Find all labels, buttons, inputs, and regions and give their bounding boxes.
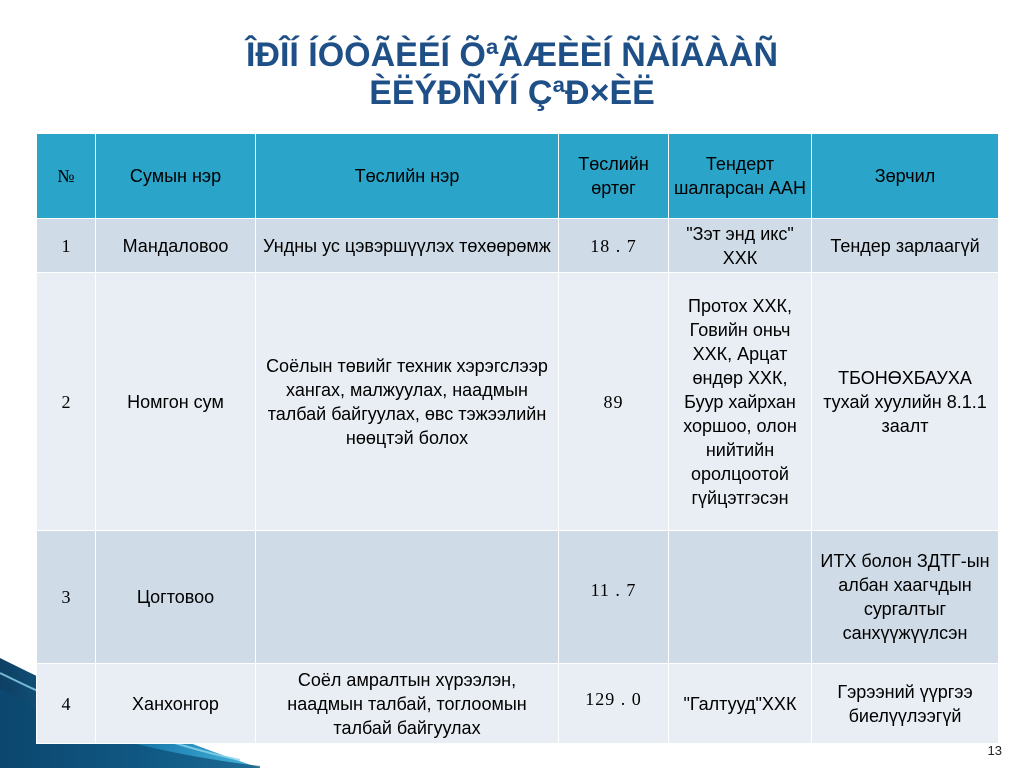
row-violation: ИТХ болон ЗДТГ-ын албан хаагчдын сургалтыг санхүүжүүлсэн — [812, 531, 999, 664]
table-row — [37, 219, 999, 273]
slide-title — [0, 36, 1024, 112]
header-project-cost: Төслийн өртөг — [559, 134, 669, 219]
row-sum-name: Мандаловоо — [96, 219, 256, 273]
table-header-row — [37, 134, 999, 219]
row-project-cost: 129 . 0 — [559, 664, 669, 744]
table-row — [37, 531, 999, 664]
row-project-cost: 11 . 7 — [559, 531, 669, 664]
row-tender-winner: "Зэт энд икс" ХХК — [669, 219, 812, 273]
row-number: 3 — [37, 531, 96, 664]
row-tender-winner: "Галтууд"ХХК — [669, 664, 812, 744]
slide-title-line-2: ÈËÝÐÑÝÍ ÇªÐ×ÈË — [369, 74, 655, 112]
header-number: № — [37, 134, 96, 219]
row-violation: Гэрээний үүргээ биелүүлээгүй — [812, 664, 999, 744]
row-sum-name: Ханхонгор — [96, 664, 256, 744]
row-tender-winner — [669, 531, 812, 664]
row-project-cost: 18 . 7 — [559, 219, 669, 273]
row-project-cost: 89 — [559, 273, 669, 531]
slide-title-line-1: ÎÐÎÍ ÍÓÒÃÈÉÍ ÕªÃÆÈÈÍ ÑÀÍÃÀÀÑ — [245, 36, 779, 74]
row-project-name: Ундны ус цэвэршүүлэх төхөөрөмж — [256, 219, 559, 273]
violations-table — [36, 133, 999, 744]
header-violation: Зөрчил — [812, 134, 999, 219]
page-number: 13 — [987, 743, 1002, 758]
header-sum-name: Сумын нэр — [96, 134, 256, 219]
row-project-name: Соёл амралтын хүрээлэн, наадмын талбай, тоглоомын талбай байгуулах — [256, 664, 559, 744]
row-number: 1 — [37, 219, 96, 273]
row-sum-name: Номгон сум — [96, 273, 256, 531]
table-row — [37, 664, 999, 744]
row-number: 4 — [37, 664, 96, 744]
row-project-name: Соёлын төвийг техник хэрэгслээр хангах, малжуулах, наадмын талбай байгуулах, өвс тэжээлийн нөөцтэй болох — [256, 273, 559, 531]
header-project-name: Төслийн нэр — [256, 134, 559, 219]
row-tender-winner: Протох ХХК, Говийн оньч ХХК, Арцат өндөр ХХК, Буур хайрхан хоршоо, олон нийтийн оролцоотой гүйцэтгэсэн — [669, 273, 812, 531]
header-tender-winner: Тендерт шалгарсан ААН — [669, 134, 812, 219]
row-violation: Тендер зарлаагүй — [812, 219, 999, 273]
row-project-name — [256, 531, 559, 664]
row-violation: ТБОНӨХБАУХА тухай хуулийн 8.1.1 заалт — [812, 273, 999, 531]
row-sum-name: Цогтовоо — [96, 531, 256, 664]
table-row — [37, 273, 999, 531]
row-number: 2 — [37, 273, 96, 531]
